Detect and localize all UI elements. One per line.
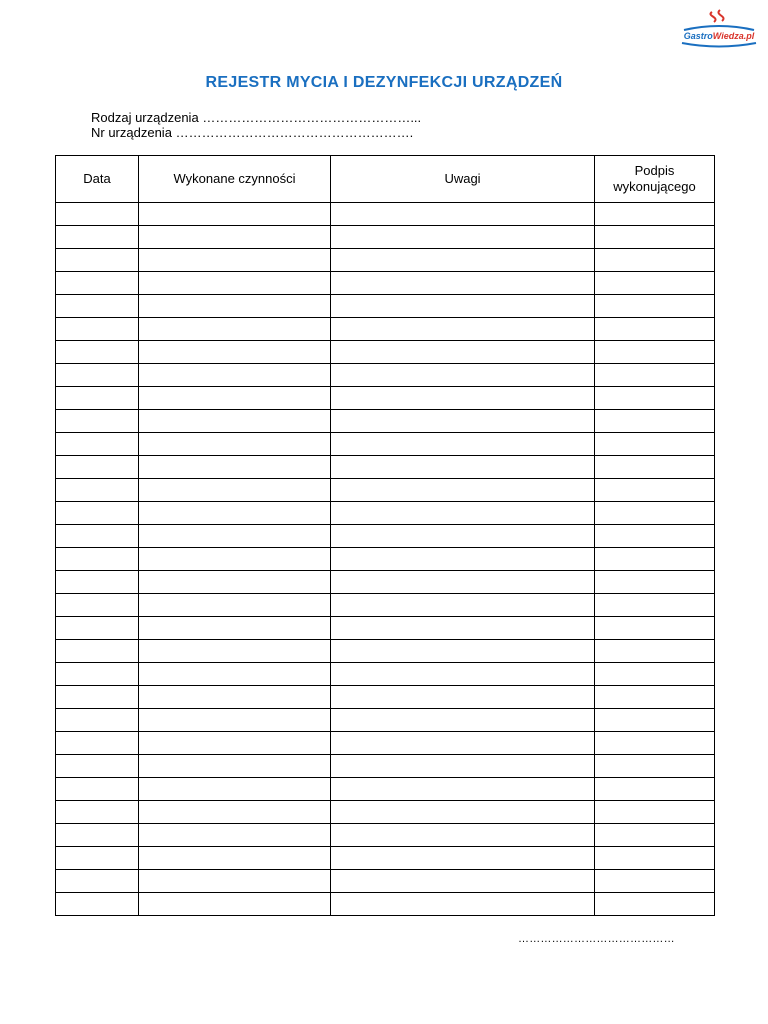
table-row <box>56 778 715 801</box>
signature-cell[interactable] <box>595 341 715 364</box>
actions-cell[interactable] <box>139 640 331 663</box>
notes-cell[interactable] <box>331 548 595 571</box>
table-row <box>56 847 715 870</box>
register-body <box>56 203 715 916</box>
actions-cell[interactable] <box>139 755 331 778</box>
actions-cell[interactable] <box>139 709 331 732</box>
date-cell[interactable] <box>56 456 139 479</box>
table-row <box>56 364 715 387</box>
actions-cell[interactable] <box>139 801 331 824</box>
signature-cell[interactable] <box>595 571 715 594</box>
signature-cell[interactable] <box>595 778 715 801</box>
field-device-number-label: Nr urządzenia <box>91 125 172 140</box>
date-cell[interactable] <box>56 479 139 502</box>
table-row <box>56 341 715 364</box>
table-row <box>56 824 715 847</box>
table-header-row <box>56 156 715 203</box>
notes-cell[interactable] <box>331 893 595 916</box>
table-row <box>56 663 715 686</box>
actions-cell[interactable] <box>139 410 331 433</box>
notes-cell[interactable] <box>331 295 595 318</box>
actions-cell[interactable] <box>139 594 331 617</box>
table-row <box>56 433 715 456</box>
logo-text-wiedza: Wiedza.pl <box>712 31 755 41</box>
table-row <box>56 525 715 548</box>
date-cell[interactable] <box>56 571 139 594</box>
notes-cell[interactable] <box>331 456 595 479</box>
actions-cell[interactable] <box>139 479 331 502</box>
actions-cell[interactable] <box>139 456 331 479</box>
actions-cell[interactable] <box>139 295 331 318</box>
table-row <box>56 870 715 893</box>
field-device-number-dots: ………………………………………………. <box>175 125 414 140</box>
date-cell[interactable] <box>56 755 139 778</box>
notes-cell[interactable] <box>331 778 595 801</box>
notes-cell[interactable] <box>331 709 595 732</box>
actions-cell[interactable] <box>139 847 331 870</box>
table-row <box>56 456 715 479</box>
date-cell[interactable] <box>56 226 139 249</box>
date-cell[interactable] <box>56 249 139 272</box>
signature-cell[interactable] <box>595 824 715 847</box>
signature-cell[interactable] <box>595 364 715 387</box>
table-row <box>56 893 715 916</box>
notes-cell[interactable] <box>331 249 595 272</box>
notes-cell[interactable] <box>331 410 595 433</box>
table-row <box>56 502 715 525</box>
signature-cell[interactable] <box>595 479 715 502</box>
actions-cell[interactable] <box>139 617 331 640</box>
signature-cell[interactable] <box>595 640 715 663</box>
signature-cell[interactable] <box>595 686 715 709</box>
actions-cell[interactable] <box>139 870 331 893</box>
actions-cell[interactable] <box>139 525 331 548</box>
date-cell[interactable] <box>56 686 139 709</box>
date-cell[interactable] <box>56 433 139 456</box>
signature-line: …………………………………… <box>518 933 675 945</box>
signature-cell[interactable] <box>595 893 715 916</box>
actions-cell[interactable] <box>139 502 331 525</box>
signature-cell[interactable] <box>595 709 715 732</box>
actions-cell[interactable] <box>139 686 331 709</box>
logo-text-gastro: Gastro <box>683 31 713 41</box>
actions-cell[interactable] <box>139 203 331 226</box>
date-cell[interactable] <box>56 387 139 410</box>
signature-cell[interactable] <box>595 203 715 226</box>
date-cell[interactable] <box>56 341 139 364</box>
notes-cell[interactable] <box>331 847 595 870</box>
table-row <box>56 640 715 663</box>
date-cell[interactable] <box>56 203 139 226</box>
header-notes: Uwagi <box>331 156 595 203</box>
table-row <box>56 295 715 318</box>
notes-cell[interactable] <box>331 318 595 341</box>
actions-cell[interactable] <box>139 341 331 364</box>
date-cell[interactable] <box>56 640 139 663</box>
table-row <box>56 709 715 732</box>
date-cell[interactable] <box>56 502 139 525</box>
date-cell[interactable] <box>56 410 139 433</box>
actions-cell[interactable] <box>139 893 331 916</box>
table-row <box>56 272 715 295</box>
date-cell[interactable] <box>56 594 139 617</box>
date-cell[interactable] <box>56 548 139 571</box>
table-row <box>56 686 715 709</box>
table-row <box>56 410 715 433</box>
date-cell[interactable] <box>56 847 139 870</box>
actions-cell[interactable] <box>139 663 331 686</box>
field-device-type <box>91 110 421 125</box>
date-cell[interactable] <box>56 364 139 387</box>
notes-cell[interactable] <box>331 364 595 387</box>
signature-cell[interactable] <box>595 410 715 433</box>
notes-cell[interactable] <box>331 433 595 456</box>
signature-cell[interactable] <box>595 249 715 272</box>
actions-cell[interactable] <box>139 732 331 755</box>
actions-cell[interactable] <box>139 778 331 801</box>
signature-cell[interactable] <box>595 755 715 778</box>
signature-cell[interactable] <box>595 502 715 525</box>
table-row <box>56 479 715 502</box>
signature-cell[interactable] <box>595 433 715 456</box>
notes-cell[interactable] <box>331 617 595 640</box>
actions-cell[interactable] <box>139 571 331 594</box>
date-cell[interactable] <box>56 870 139 893</box>
actions-cell[interactable] <box>139 364 331 387</box>
signature-cell[interactable] <box>595 226 715 249</box>
table-row <box>56 732 715 755</box>
actions-cell[interactable] <box>139 824 331 847</box>
notes-cell[interactable] <box>331 801 595 824</box>
signature-cell[interactable] <box>595 318 715 341</box>
register-table <box>55 155 715 916</box>
table-row <box>56 387 715 410</box>
date-cell[interactable] <box>56 295 139 318</box>
signature-cell[interactable] <box>595 870 715 893</box>
actions-cell[interactable] <box>139 387 331 410</box>
header-signature-text: Podpis wykonującego <box>613 163 696 194</box>
notes-cell[interactable] <box>331 663 595 686</box>
notes-cell[interactable] <box>331 870 595 893</box>
actions-cell[interactable] <box>139 318 331 341</box>
notes-cell[interactable] <box>331 686 595 709</box>
signature-cell[interactable] <box>595 272 715 295</box>
table-row <box>56 548 715 571</box>
date-cell[interactable] <box>56 893 139 916</box>
signature-cell[interactable] <box>595 387 715 410</box>
date-cell[interactable] <box>56 801 139 824</box>
gastrowiedza-logo <box>676 8 762 48</box>
actions-cell[interactable] <box>139 226 331 249</box>
notes-cell[interactable] <box>331 272 595 295</box>
table-row <box>56 571 715 594</box>
signature-cell[interactable] <box>595 847 715 870</box>
notes-cell[interactable] <box>331 594 595 617</box>
table-row <box>56 249 715 272</box>
date-cell[interactable] <box>56 778 139 801</box>
table-row <box>56 617 715 640</box>
date-cell[interactable] <box>56 732 139 755</box>
page-title: REJESTR MYCIA I DEZYNFEKCJI URZĄDZEŃ <box>205 74 563 91</box>
table-row <box>56 755 715 778</box>
signature-cell[interactable] <box>595 732 715 755</box>
table-row <box>56 203 715 226</box>
notes-cell[interactable] <box>331 525 595 548</box>
field-device-number <box>91 125 413 140</box>
signature-cell[interactable] <box>595 456 715 479</box>
date-cell[interactable] <box>56 318 139 341</box>
actions-cell[interactable] <box>139 249 331 272</box>
table-row <box>56 801 715 824</box>
date-cell[interactable] <box>56 709 139 732</box>
notes-cell[interactable] <box>331 571 595 594</box>
date-cell[interactable] <box>56 663 139 686</box>
notes-cell[interactable] <box>331 479 595 502</box>
signature-cell[interactable] <box>595 295 715 318</box>
date-cell[interactable] <box>56 617 139 640</box>
notes-cell[interactable] <box>331 203 595 226</box>
table-row <box>56 226 715 249</box>
header-signature <box>595 156 715 203</box>
notes-cell[interactable] <box>331 226 595 249</box>
table-row <box>56 594 715 617</box>
notes-cell[interactable] <box>331 732 595 755</box>
signature-cell[interactable] <box>595 801 715 824</box>
svg-text:GastroWiedza.pl <box>684 31 755 41</box>
header-date: Data <box>56 156 139 203</box>
actions-cell[interactable] <box>139 548 331 571</box>
header-actions: Wykonane czynności <box>139 156 331 203</box>
field-device-type-dots: …………………………………………... <box>202 110 422 125</box>
field-device-type-label: Rodzaj urządzenia <box>91 110 199 125</box>
notes-cell[interactable] <box>331 755 595 778</box>
notes-cell[interactable] <box>331 502 595 525</box>
table-row <box>56 318 715 341</box>
notes-cell[interactable] <box>331 387 595 410</box>
signature-cell[interactable] <box>595 525 715 548</box>
notes-cell[interactable] <box>331 341 595 364</box>
date-cell[interactable] <box>56 824 139 847</box>
notes-cell[interactable] <box>331 824 595 847</box>
signature-cell[interactable] <box>595 594 715 617</box>
signature-cell[interactable] <box>595 548 715 571</box>
date-cell[interactable] <box>56 525 139 548</box>
notes-cell[interactable] <box>331 640 595 663</box>
actions-cell[interactable] <box>139 272 331 295</box>
date-cell[interactable] <box>56 272 139 295</box>
signature-cell[interactable] <box>595 663 715 686</box>
actions-cell[interactable] <box>139 433 331 456</box>
signature-cell[interactable] <box>595 617 715 640</box>
